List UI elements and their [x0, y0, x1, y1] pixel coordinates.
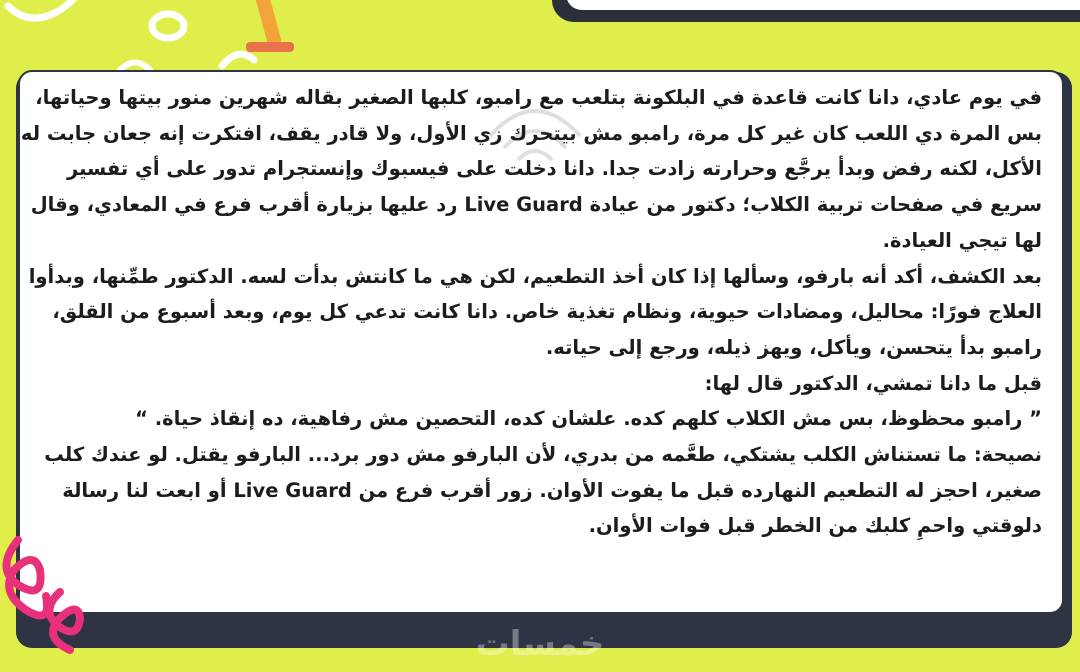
white-curl-icon [222, 54, 254, 66]
pink-coil-icon [49, 592, 80, 650]
white-arc-icon [120, 63, 150, 71]
white-ring-icon [152, 14, 184, 38]
watermark: خمسات [475, 624, 605, 664]
paragraph-doctor-said: قبل ما دانا تمشي، الدكتور قال لها: [704, 371, 1042, 395]
top-left-decoration [0, 0, 340, 80]
orange-stick-icon [262, 0, 274, 40]
paragraph-quote: ” رامبو محظوظ، بس مش الكلاب كلهم كده. علشان كده، التحصين مش رفاهية، ده إنقاذ حياة. “ [135, 407, 1042, 431]
pink-spiral-icon [6, 540, 47, 616]
article-body [20, 80, 1042, 600]
top-card [566, 0, 1080, 10]
paragraph-diagnosis: بعد الكشف، أكد أنه بارفو، وسألها إذا كان أخذ التطعيم، لكن هي ما كانتش بدأت لسه. الدكتور طمِّنها، وبدأوا العلاج فورًا: محاليل، ومضادات حيوية، ونظام تغذية خاص. دانا كانت تدعي كل يوم، وبعد أسبوع من القلق، رامبو بدأ يتحسن، ويأكل، ويهز ذيله، ورجع إلى حياته. [28, 264, 1042, 359]
paragraph-advice: نصيحة: ما تستناش الكلب يشتكي، طعَّمه من بدري، لأن البارفو مش دور برد... البارفو يقتل. لو عندك كلب صغير، احجز له التطعيم النهارده قبل ما يفوت الأوان. زور أقرب فرع من Live Guard أو ابعت لنا رسالة دلوقتي واحمِ كلبك من الخطر قبل فوات الأوان. [44, 443, 1042, 538]
white-swirl-icon [8, 0, 78, 18]
bottom-left-decoration [0, 530, 110, 672]
orange-base-icon [246, 42, 294, 52]
paragraph-story: في يوم عادي، دانا كانت قاعدة في البلكونة بتلعب مع رامبو، كلبها الصغير بقاله شهرين منور بيتها وحياتها، بس المرة دي اللعب كان غير كل مرة، رامبو مش بيتحرك زي الأول، ولا قادر يقف، افتكرت إنه جعان جابت له الأكل، لكنه رفض وبدأ يرجَّع وحرارته زادت جدا. دانا دخلت على فيسبوك وإنستجرام تدور على أي تفسير سريع في صفحات تربية الكلاب؛ دكتور من عيادة Live Guard رد عليها بزيارة أقرب فرع في المعادي، وقال لها تيجي العيادة. [20, 86, 1042, 252]
